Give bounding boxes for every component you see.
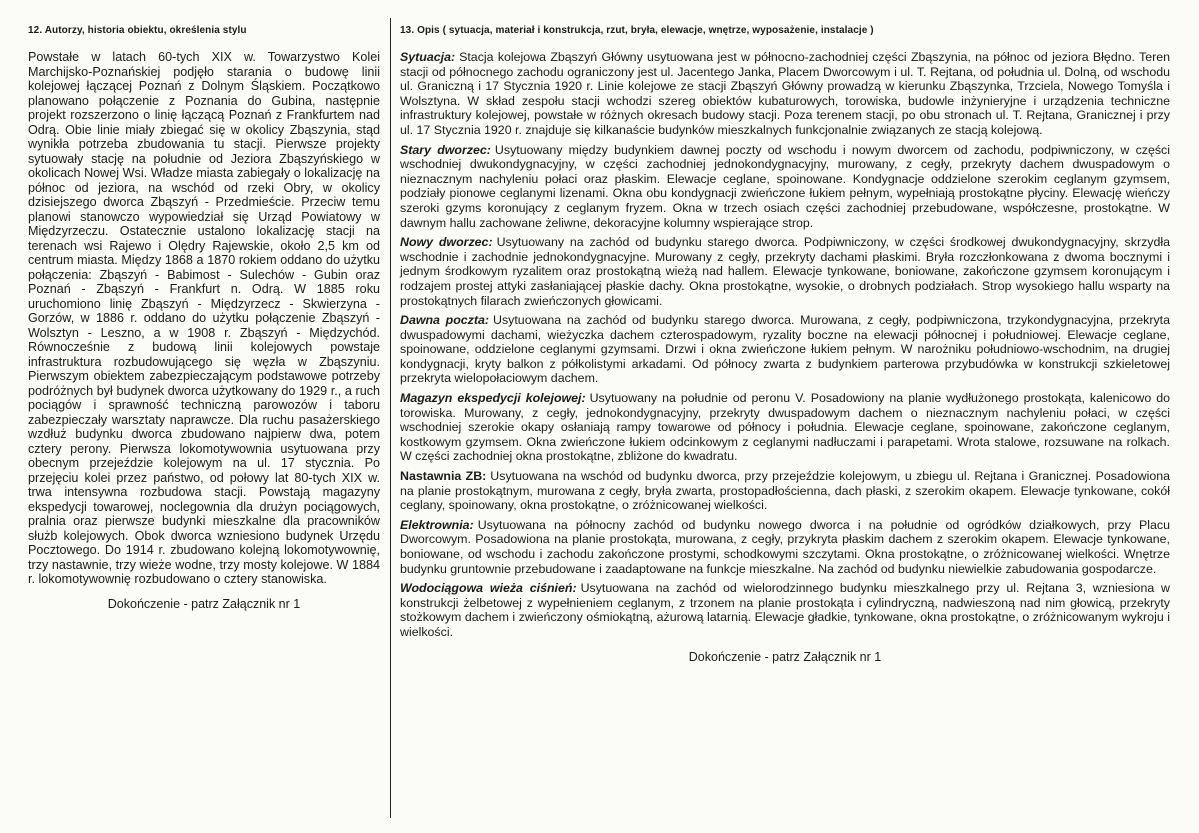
desc-magazyn xyxy=(400,391,1170,464)
section-text: Usytuowana na północny zachód od budynku nowego dworca i na południe od ogródków działkowych, przy Placu Dworcowym. Posadowiona na planie prostokąta, murowana, z cegły, przykryta płaskim dachem z szerokim okapem. Elewacje tynkowane, boniowane, od wschodu i zachodu zakończone prostymi, schodkowymi szczytami. Okna prostokątne, o zróżnicowanej wielkości. Wnętrze budynku gruntownie przebudowane i zaadaptowane na funkcje mieszkalne. Na zachód od budynku niewielkie zabudowania gospodarcze. xyxy=(400,517,1170,576)
section-label: Stary dworzec: xyxy=(400,142,491,157)
section-label: Magazyn ekspedycji kolejowej: xyxy=(400,391,586,406)
section-label: Nowy dworzec: xyxy=(400,235,493,250)
desc-wieza-cisnien xyxy=(400,581,1170,639)
right-footer-note: Dokończenie - patrz Załącznik nr 1 xyxy=(688,649,882,664)
history-paragraph: Powstałe w latach 60-tych XIX w. Towarzystwo Kolei Marchijsko-Poznańskiej podjęło starania o budowę linii kolejowej łączącej Poznań z Dolnym Śląskiem. Początkowo planowano połączenie z Poznania do Gubina, następnie projekt rozszerzono o linię łączącą Poznań z Frankfurtem nad Odrą. Obie linie miały zbiegać się w okolicy Zbąszynia, stąd wynikła potrzeba zbudowania tu stacji. Pierwsze projekty sytuowały stację na południe od Jeziora Zbąszyńskiego w okolicach Nowej Wsi. Władze miasta zabiegały o lokalizację na północ od jeziora, na wschód od rzeki Obry, w okolicy dzisiejszego dworca Zbąszyń - Przedmieście. Przeciw temu planowi stanowczo wypowiedział się Urząd Powiatowy w Międzyrzeczu. Ostatecznie ustalono lokalizację stacji na terenach wsi Rajewo i Olędry Rajewskie, około 2,5 km od centrum miasta. Między 1868 a 1870 rokiem oddano do użytku połączenia: Zbąszyń - Babimost - Sulechów - Gubin oraz Poznań - Zbąszyń - Frankfurt n. Odrą. W 1885 roku uruchomiono linię Zbąszyń - Międzyrzecz - Skwierzyna - Gorzów, w 1886 r. oddano do użytku połączenie Zbąszyń - Wolsztyn - Leszno, a w 1908 r. Zbąszyń - Międzychód. Równocześnie z budową linii kolejowych powstaje infrastruktura rozbudowującego się węzła w Zbąszyniu. Pierwszym obiektem zabezpieczającym podstawowe potrzeby podróżnych był budynek dworca użytkowany do 1929 r., a ruch pociągów i sprawność techniczną parowozów i taboru zabezpieczały warsztaty naprawcze. Dla ruchu pasażerskiego wzdłuż budynku dworca zbudowano najpierw dwa, potem cztery perony. Pierwsza lokomotywownia usytuowana przy obecnym przejeździe kolejowym na ul. 17 stycznia. Po przejęciu kolei przez państwo, od połowy lat 80-tych XIX w. trwa intensywna rozbudowa stacji. Powstają magazyny ekspedycji towarowej, noclegownia dla drużyn pociągowych, pralnia oraz pierwsze budynki mieszkalne dla pracowników służb kolejowych. Obok dworca wzniesiono budynek Urzędu Pocztowego. Do 1914 r. zbudowano kolejną lokomotywownię, trzy nastawnie, trzy wieże wodne, trzy mosty kolejowe. W 1884 r. lokomotywownię rozbudowano o cztery stanowiska. xyxy=(28,50,380,586)
desc-elektrownia xyxy=(400,518,1170,576)
section-label: Wodociągowa wieża ciśnień: xyxy=(400,581,577,596)
section-text: Usytuowany na zachód od budynku starego dworca. Podpiwniczony, w części środkowej dwukondygnacyjny, skrzydła wschodnie i zachodnie jednokondygnacyjne. Murowany z cegły, przekryty dachami płaskimi. Bryła rozczłonkowana z dwoma bocznymi i jednym środkowym ryzalitem oraz prostokątną wieżą nad hallem. Elewacje tynkowane, boniowane, zakończone gzymsem koronującym i rodzajem prostej attyki zasłaniającej płaskie dachy. Okna prostokątne, wysokie, o drobnych podziałach. Strop wysokiego hallu wsparty na prostokątnych filarach zwieńczonych głowicami. xyxy=(400,235,1170,308)
desc-nowy-dworzec xyxy=(400,235,1170,308)
section-text: Usytuowany między budynkiem dawnej poczty od wschodu i nowym dworcem od zachodu, podpiwniczony, w części wschodniej dwukondygnacyjny, w części zachodniej jednokondygnacyjny, murowany, z cegły, przekryty dachem dwuspadowym o nieznacznym nachyleniu połaci oraz płaskim. Elewacje ceglane, spoinowane. Kondygnacje oddzielone szerokim ceglanym gzymsem, podziały pionowe ceglanymi lizenami. Okna obu kondygnacji zwieńczone łukiem pełnym, wypełniają prostokątne płyciny. Elewację wieńczy szeroki gzyms koronujący z ceglanym fryzem. Okna w trzech osiach części zachodniej przebudowane, współczesne, prostokątne. W dawnym hallu zachowane żeliwne, dekoracyjne kolumny wspierające strop. xyxy=(400,142,1170,230)
section-label: Sytuacja: xyxy=(400,50,456,64)
desc-nastawnia xyxy=(400,469,1170,513)
section-text: Usytuowana na zachód od budynku starego dworca. Murowana, z cegły, podpiwniczona, trzykondygnacyjna, przekryta dwuspadowymi dachami, wieżyczka dachem czterospadowym, ryzality boczne na elewacji północnej i południowej. Elewacje ceglane, spoinowane, oddzielone ceglanymi gzymsami. Drzwi i okna zwieńczone łukiem pełnym. W narożniku południowo-wschodnim, na drugiej kondygnacji, kryty balkon z półkolistymi arkadami. Od północy zwarta z budynkiem parterowa przybudówka w konstrukcji szkieletowej przekryta wielopołaciowym dachem. xyxy=(400,313,1171,386)
section-label: Dawna poczta: xyxy=(400,313,490,328)
right-column xyxy=(400,22,1170,664)
section-label: Nastawnia ZB: xyxy=(400,469,487,484)
section-13-heading: 13. Opis ( sytuacja, materiał i konstrukcja, rzut, bryła, elewacje, wnętrze, wyposażenie, instalacje ) xyxy=(400,25,874,36)
left-footer-note: Dokończenie - patrz Załącznik nr 1 xyxy=(107,596,301,611)
section-12-heading: 12. Autorzy, historia obiektu, określenia stylu xyxy=(28,25,247,36)
history-text xyxy=(28,50,380,587)
section-text: Stacja kolejowa Zbąszyń Główny usytuowana jest w północno-zachodniej części Zbąszynia, na północ od jeziora Błędno. Teren stacji od północnego zachodu ograniczony jest ul. Jacentego Janka, Placem Dworcowym i ul. T. Rejtana, od południa ul. Dolną, od wschodu ul. Graniczną i 17 Stycznia 1920 r. Linie kolejowe ze stacji Zbąszyń Główny prowadzą w kierunku Zbąszynka, Trzciela, Nowego Tomyśla i Wolsztyna. W skład zespołu stacji wchodzi szereg obiektów kubaturowych, torowiska, budowle inżynieryjne i urządzenia techniczne infrastruktury kolejowej, powstałe w różnych okresach budowy stacji. Poza terenem stacji, po obu stronach ul. T. Rejtana, Granicznej i przy ul. 17 Stycznia 1920 r. znajduje się kilkanaście budynków mieszkalnych funkcjonalnie związanych ze stacją kolejową. xyxy=(400,50,1170,137)
left-column xyxy=(28,22,380,611)
column-divider xyxy=(390,18,391,818)
desc-stary-dworzec xyxy=(400,143,1170,231)
section-text: Usytuowana na zachód od wielorodzinnego budynku mieszkalnego przy ul. Rejtana 3, wzniesiona w konstrukcji żelbetowej z wypełnieniem ceglanym, z trzonem na planie prostokąta i cylindryczną, nadwieszoną nad nim głowicą, przekryty stożkowym dachem i zwieńczony ośmiokątną, ażurową latarnią. Elewacje gładkie, tynkowane, okna prostokątne, o zróżnicowanym wykroju i wielkości. xyxy=(400,581,1170,639)
section-text: Usytuowany na południe od peronu V. Posadowiony na planie wydłużonego prostokąta, kalenicowo do torowiska. Murowany, z cegły, jednokondygnacyjny, przekryty dwuspadowym dachem o nieznacznym nachyleniu połaci, w części wschodniej szerokie okapy osłaniają rampy towarowe od północy i południa. Elewacje ceglane, spoinowane, zakończone ceglanym, kostkowym gzymsem. Okna zwieńczone łukiem odcinkowym z ceglanymi nadłuczami i parapetami. Wrota stalowe, rozsuwane na rolkach. W części zachodniej okna prostokątne, zbliżone do kwadratu. xyxy=(400,391,1170,464)
section-label: Elektrownia: xyxy=(400,517,474,532)
desc-sytuacja xyxy=(400,50,1170,138)
section-text: Usytuowana na wschód od budynku dworca, przy przejeździe kolejowym, u zbiegu ul. Rejtana i Granicznej. Posadowiona na planie prostokątnym, murowana z cegły, bryła zwarta, prostopadłościenna, dach płaski, z szerokim okapem. Elewacje tynkowane, cokół ceglany, spoinowany, okna prostokątne, o zróżnicowanej wielkości. xyxy=(400,469,1171,513)
desc-dawna-poczta xyxy=(400,313,1170,386)
